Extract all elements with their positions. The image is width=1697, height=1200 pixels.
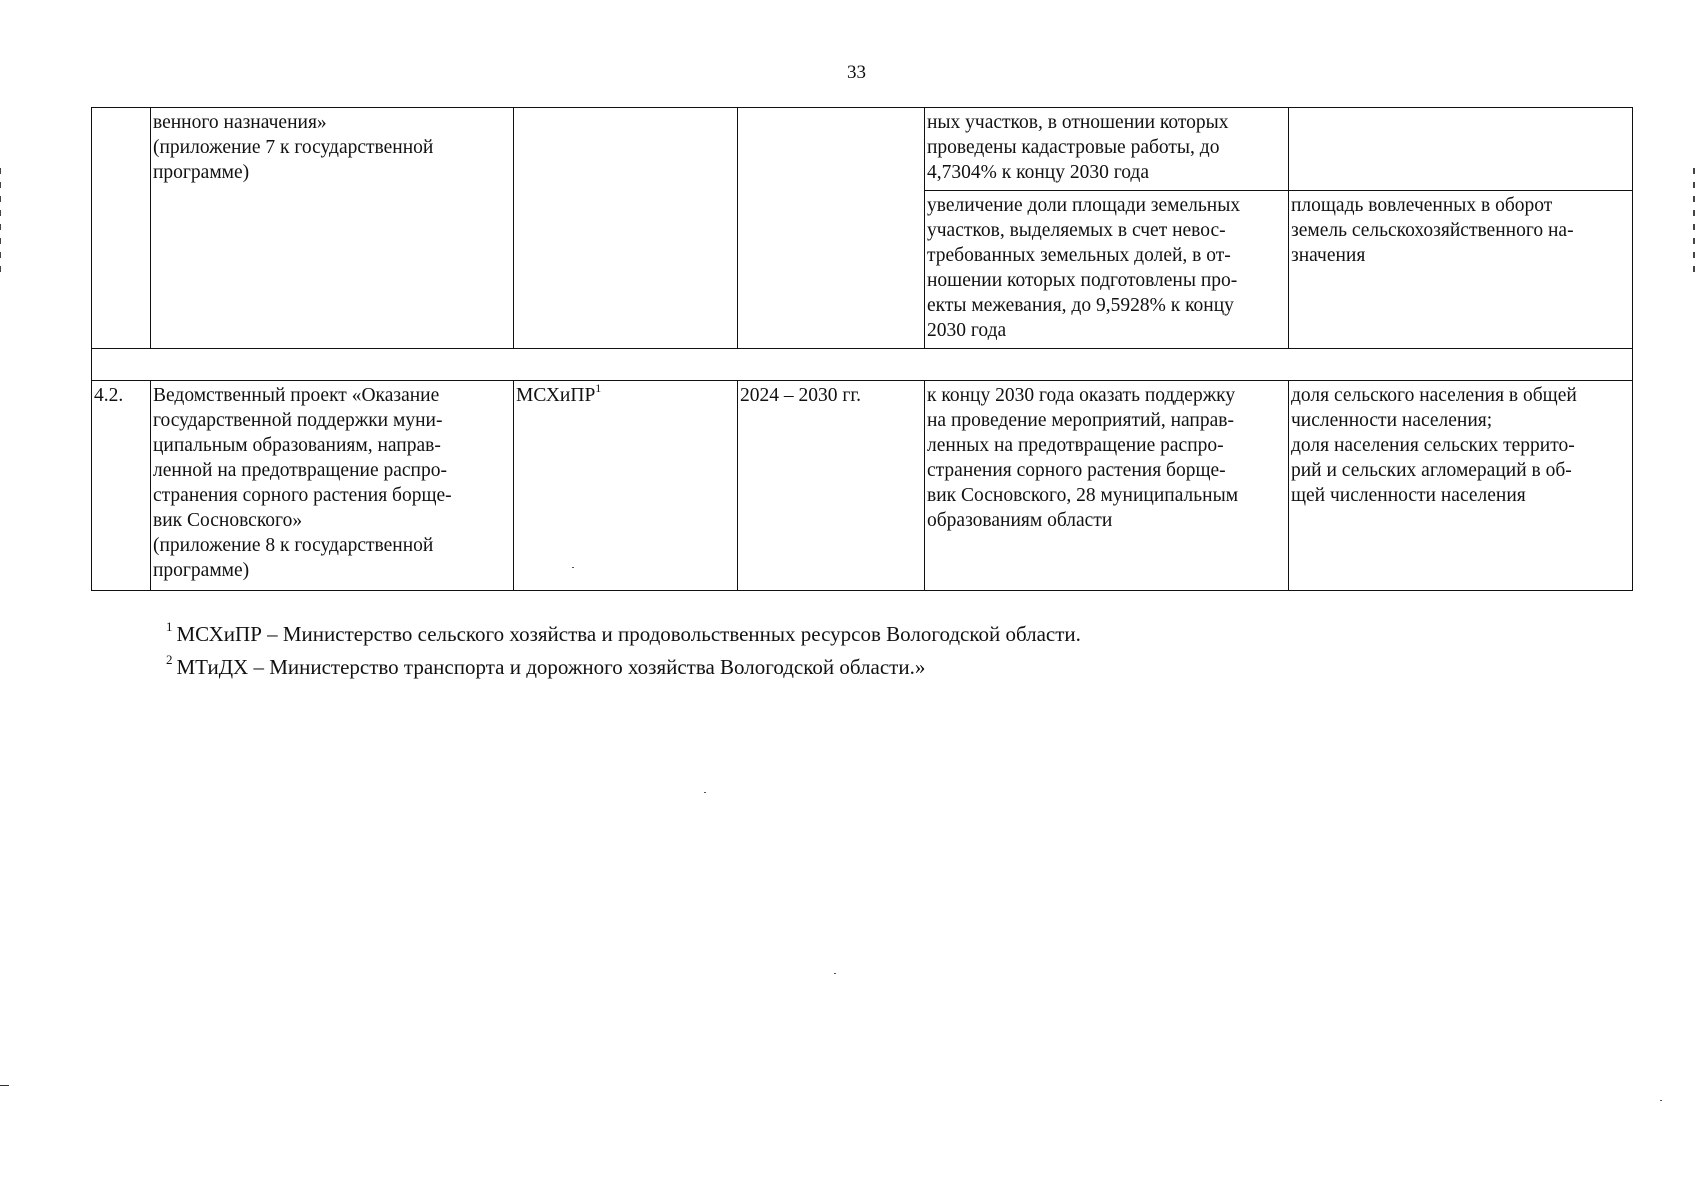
cell-indicator: доля сельского населения в общей численности населения; доля населения сельских террито- рий и сельских агломераций в об- щей численности населения <box>1289 381 1633 591</box>
scan-edge-mark <box>0 168 1 276</box>
cell-executor <box>514 108 738 349</box>
table-row <box>92 108 1633 191</box>
scan-speck <box>1660 1100 1662 1101</box>
cell-period <box>738 108 925 349</box>
cell-result: ных участков, в отношении которых проведены кадастровые работы, до 4,7304% к концу 2030 года <box>925 108 1289 191</box>
cell-project-name: венного назначения» (приложение 7 к государственной программе) <box>151 108 514 349</box>
footnote-ref: 1 <box>595 381 602 395</box>
table-row-spacer <box>92 349 1633 381</box>
scan-speck <box>834 973 836 974</box>
cell-indicator: площадь вовлеченных в оборот земель сельскохозяйственного на- значения <box>1289 191 1633 349</box>
cell-result: к концу 2030 года оказать поддержку на проведение мероприятий, направ- ленных на предотвращение распро- странения сорного растения борще- вик Сосновского, 28 муниципальным образованиям области <box>925 381 1289 591</box>
scan-speck <box>704 792 706 793</box>
scan-speck <box>572 567 574 568</box>
footnotes <box>166 618 1081 684</box>
cell-result: увеличение доли площади земельных участков, выделяемых в счет невос- требованных земельных долей, в от- ношении которых подготовлены про- екты межевания, до 9,5928% к концу 2030 года <box>925 191 1289 349</box>
cell-period: 2024 – 2030 гг. <box>738 381 925 591</box>
cell-project-name: Ведомственный проект «Оказание государственной поддержки муни- ципальным образованиям, направ- ленной на предотвращение распро- странения сорного растения борще- вик Сосновского» (приложение 8 к государственной программе) <box>151 381 514 591</box>
footnote-1: $^1$ МСХиПР – Министерство сельского хозяйства и продовольственных ресурсов Вологодской области. <box>166 619 1081 646</box>
cell-number: 4.2. <box>92 381 151 591</box>
spacer-cell <box>92 349 1633 381</box>
table-row <box>92 381 1633 591</box>
page-number: 33 <box>847 62 866 83</box>
scan-edge-mark <box>1693 168 1695 276</box>
scan-edge-mark <box>0 1085 9 1086</box>
program-table <box>91 107 1633 591</box>
cell-executor: МСХиПР$^1$ <box>514 381 738 591</box>
cell-number <box>92 108 151 349</box>
cell-indicator <box>1289 108 1633 191</box>
footnote-2: $^2$ МТиДХ – Министерство транспорта и дорожного хозяйства Вологодской области.» <box>166 652 926 679</box>
